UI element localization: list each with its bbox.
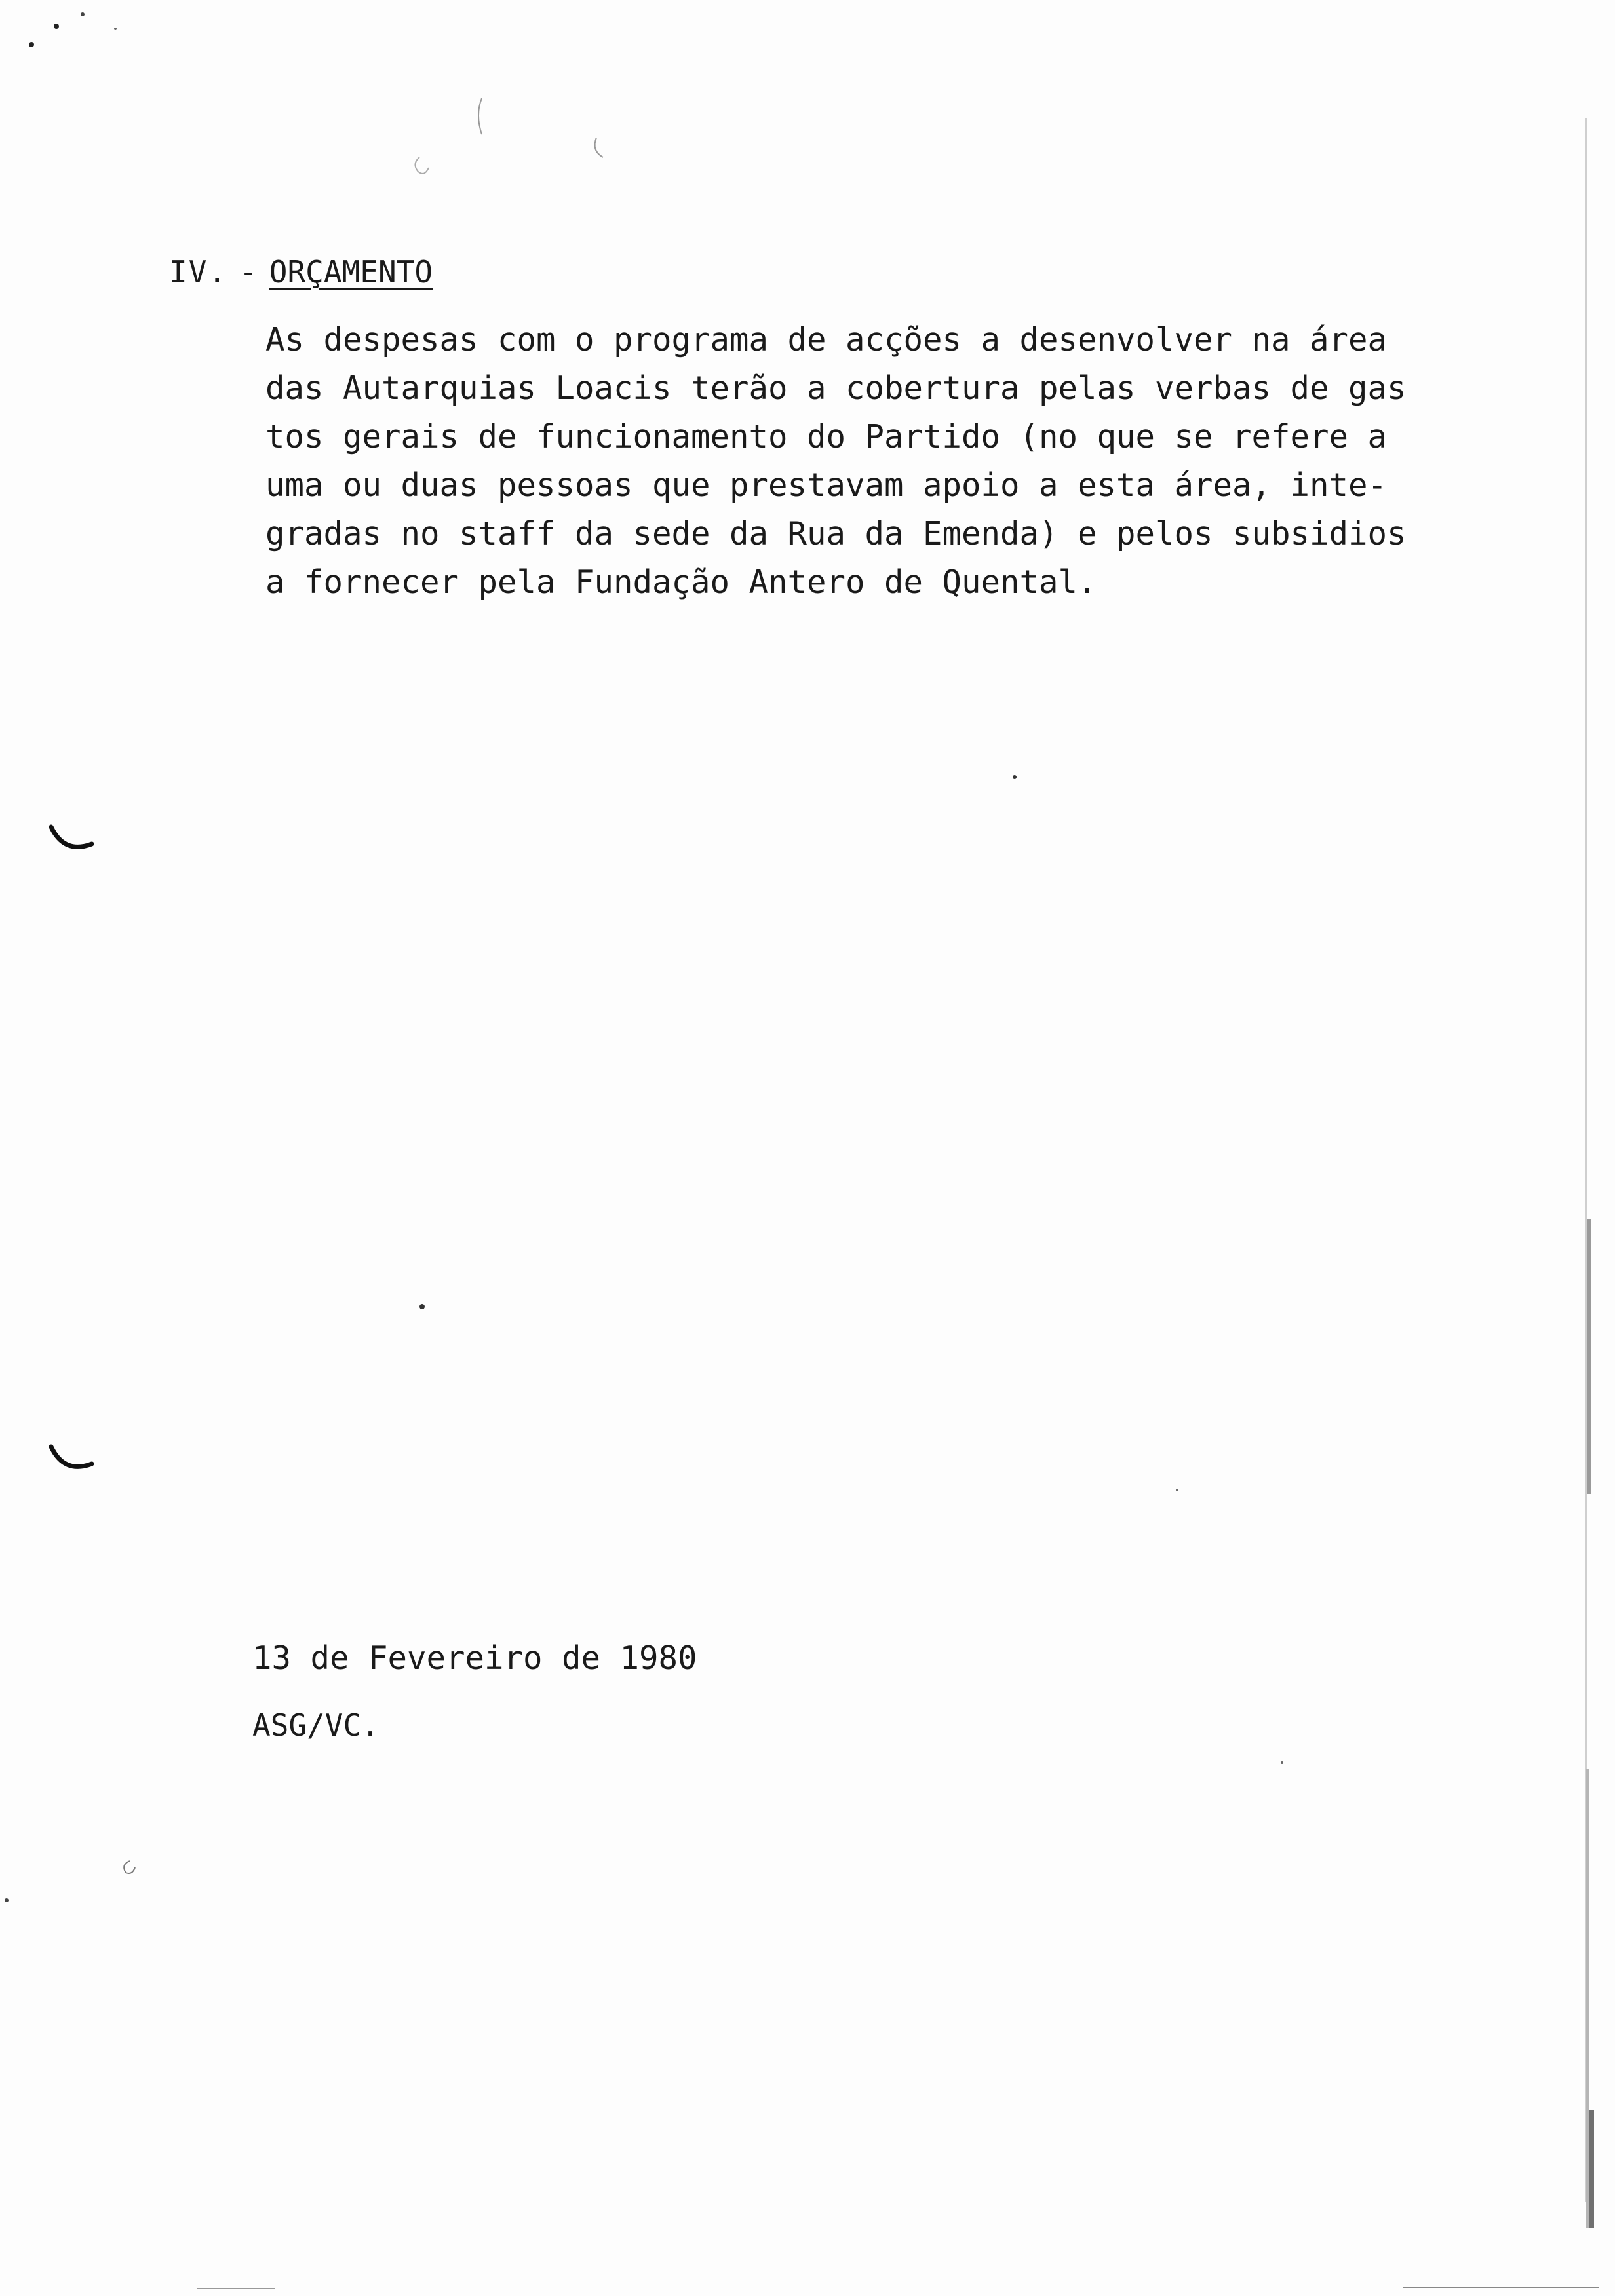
edge-shadow bbox=[1585, 118, 1587, 2202]
faint-mark bbox=[124, 1861, 135, 1873]
paragraph-line: gradas no staff da sede da Rua da Emenda) e pelos subsidios bbox=[265, 515, 1407, 552]
margin-crescent bbox=[51, 827, 92, 847]
paragraph-line: uma ou duas pessoas que prestavam apoio a esta área, inte- bbox=[265, 467, 1388, 504]
document-reference: ASG/VC. bbox=[252, 1708, 379, 1743]
faint-mark bbox=[478, 98, 482, 134]
section-dash: - bbox=[239, 254, 258, 290]
scan-speck bbox=[114, 28, 117, 30]
budget-paragraph bbox=[265, 316, 1445, 607]
paragraph-line: tos gerais de funcionamento do Partido (no que se refere a bbox=[265, 418, 1388, 455]
edge-shadow bbox=[1587, 1219, 1591, 1494]
margin-crescent bbox=[51, 1447, 92, 1466]
paragraph-line: das Autarquias Loacis terão a cobertura pelas verbas de gas bbox=[265, 370, 1407, 407]
scan-speck bbox=[5, 1898, 9, 1902]
scan-speck bbox=[81, 12, 85, 16]
paragraph-line: a fornecer pela Fundação Antero de Quental. bbox=[265, 564, 1097, 601]
scan-speck bbox=[419, 1304, 425, 1309]
section-title: ORÇAMENTO bbox=[269, 254, 433, 290]
scan-speck bbox=[54, 24, 59, 29]
edge-shadow bbox=[1589, 2110, 1594, 2228]
document-date: 13 de Fevereiro de 1980 bbox=[252, 1639, 697, 1677]
faint-mark bbox=[415, 157, 429, 174]
scan-speck bbox=[1281, 1761, 1283, 1764]
scan-speck bbox=[29, 42, 34, 47]
edge-shadow bbox=[197, 2288, 275, 2289]
faint-mark bbox=[595, 138, 603, 157]
section-heading bbox=[169, 252, 433, 292]
edge-shadow bbox=[1403, 2287, 1599, 2288]
scan-speck bbox=[1013, 775, 1017, 779]
scan-speck bbox=[1176, 1489, 1178, 1491]
section-number: IV. bbox=[169, 254, 228, 290]
edge-shadow bbox=[1586, 1769, 1589, 2228]
paragraph-line: As despesas com o programa de acções a desenvolver na área bbox=[265, 321, 1388, 358]
